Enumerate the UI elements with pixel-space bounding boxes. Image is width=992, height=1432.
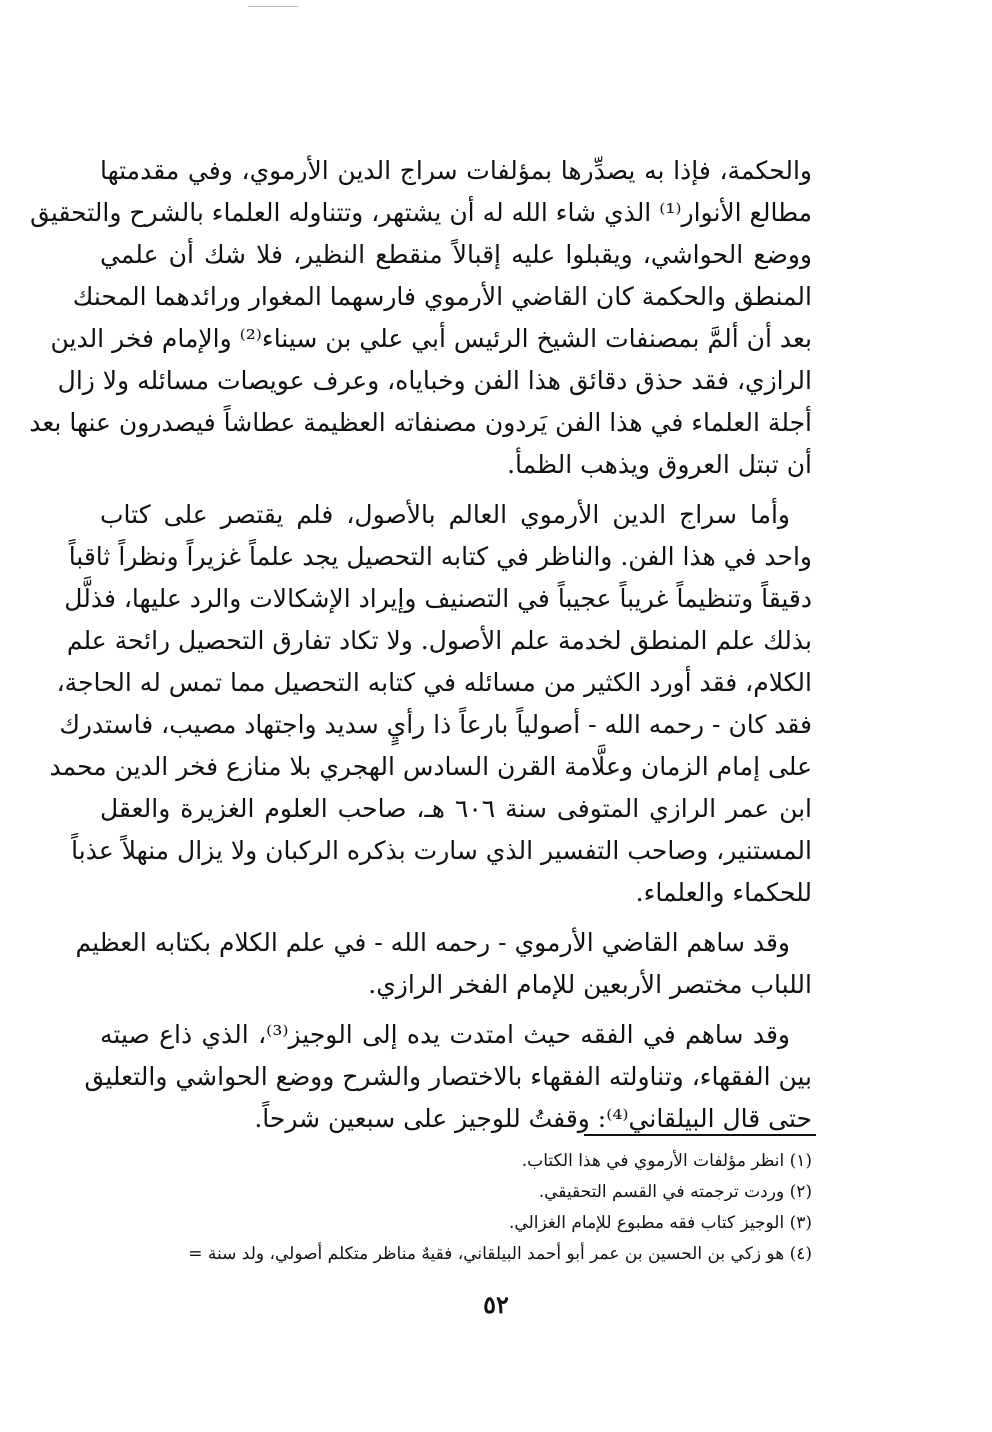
- text-line: بذلك علم المنطق لخدمة علم الأصول. ولا تكاد تفارق التحصيل رائحة علم: [66, 626, 812, 655]
- footnote-1: (١) انظر مؤلفات الأرموي في هذا الكتاب.: [521, 1151, 812, 1171]
- text-line: مطالع الأنوار⁽¹⁾ الذي شاء الله له أن يشتهر، وتتناوله العلماء بالشرح والتحقيق: [30, 198, 812, 227]
- footnote-divider: [584, 1134, 816, 1136]
- paragraph-4: [84, 1014, 812, 1140]
- text-line: المنطق والحكمة كان القاضي الأرموي فارسهما المغوار ورائدهما المحنك: [72, 282, 812, 311]
- footnote-4: (٤) هو زكي بن الحسين بن عمر أبو أحمد البيلقاني، فقيهٌ مناظر متكلم أصولي، ولد سنة =: [188, 1244, 812, 1264]
- paragraph-1: [29, 150, 812, 486]
- text-line: بعد أن ألمَّ بمصنفات الشيخ الرئيس أبي علي بن سيناء⁽²⁾ والإمام فخر الدين: [50, 324, 812, 353]
- text-line: فقد كان - رحمه الله - أصولياً بارعاً ذا رأيٍ سديد واجتهاد مصيب، فاستدرك: [59, 710, 812, 739]
- paragraph-3: [75, 922, 812, 1006]
- text-line: الرازي، فقد حذق دقائق هذا الفن وخباياه، وعرف عويصات مسائله ولا زال: [57, 366, 812, 395]
- footnotes: [100, 1146, 812, 1270]
- main-text: [29, 150, 813, 1140]
- text-line: أن تبتل العروق ويذهب الظمأ.: [507, 450, 812, 479]
- text-line: دقيقاً وتنظيماً غريباً عجيباً في التصنيف وإيراد الإشكالات والرد عليها، فذلَّل: [64, 584, 812, 613]
- text-line: حتى قال البيلقاني⁽⁴⁾: وقفتُ للوجيز على سبعين شرحاً.: [254, 1104, 812, 1133]
- footnote-3: (٣) الوجيز كتاب فقه مطبوع للإمام الغزالي.: [509, 1213, 812, 1233]
- text-line: ووضع الحواشي، ويقبلوا عليه إقبالاً منقطع النظير، فلا شك أن علمي: [100, 240, 812, 269]
- text-line: الكلام، فقد أورد الكثير من مسائله في كتابه التحصيل مما تمس له الحاجة،: [56, 668, 812, 697]
- text-line: وقد ساهم في الفقه حيث امتدت يده إلى الوجيز⁽³⁾، الذي ذاع صيته: [100, 1020, 790, 1049]
- page-number: ٥٢: [483, 1290, 509, 1319]
- paragraph-2: [49, 494, 813, 914]
- text-line: ابن عمر الرازي المتوفى سنة ٦٠٦ هـ، صاحب العلوم الغزيرة والعقل: [100, 794, 813, 823]
- scan-mark: [248, 6, 298, 7]
- footnote-2: (٢) وردت ترجمته في القسم التحقيقي.: [538, 1182, 812, 1202]
- text-line: والحكمة، فإذا به يصدِّرها بمؤلفات سراج الدين الأرموي، وفي مقدمتها: [100, 156, 812, 185]
- text-line: للحكماء والعلماء.: [635, 878, 812, 907]
- text-line: أجلة العلماء في هذا الفن يَردون مصنفاته العظيمة عطاشاً فيصدرون عنها بعد: [29, 408, 812, 437]
- text-line: وقد ساهم القاضي الأرموي - رحمه الله - في علم الكلام بكتابه العظيم: [75, 928, 790, 957]
- text-line: وأما سراج الدين الأرموي العالم بالأصول، فلم يقتصر على كتاب: [100, 500, 790, 529]
- text-line: واحد في هذا الفن. والناظر في كتابه التحصيل يجد علماً غزيراً ونظراً ثاقباً: [68, 542, 812, 571]
- text-line: على إمام الزمان وعلَّامة القرن السادس الهجري بلا منازع فخر الدين محمد: [49, 752, 812, 781]
- text-line: بين الفقهاء، وتناولته الفقهاء بالاختصار والشرح ووضع الحواشي والتعليق: [84, 1062, 812, 1091]
- text-line: اللباب مختصر الأربعين للإمام الفخر الرازي.: [368, 970, 812, 999]
- text-line: المستنير، وصاحب التفسير الذي سارت بذكره الركبان ولا يزال منهلاً عذباً: [71, 836, 812, 865]
